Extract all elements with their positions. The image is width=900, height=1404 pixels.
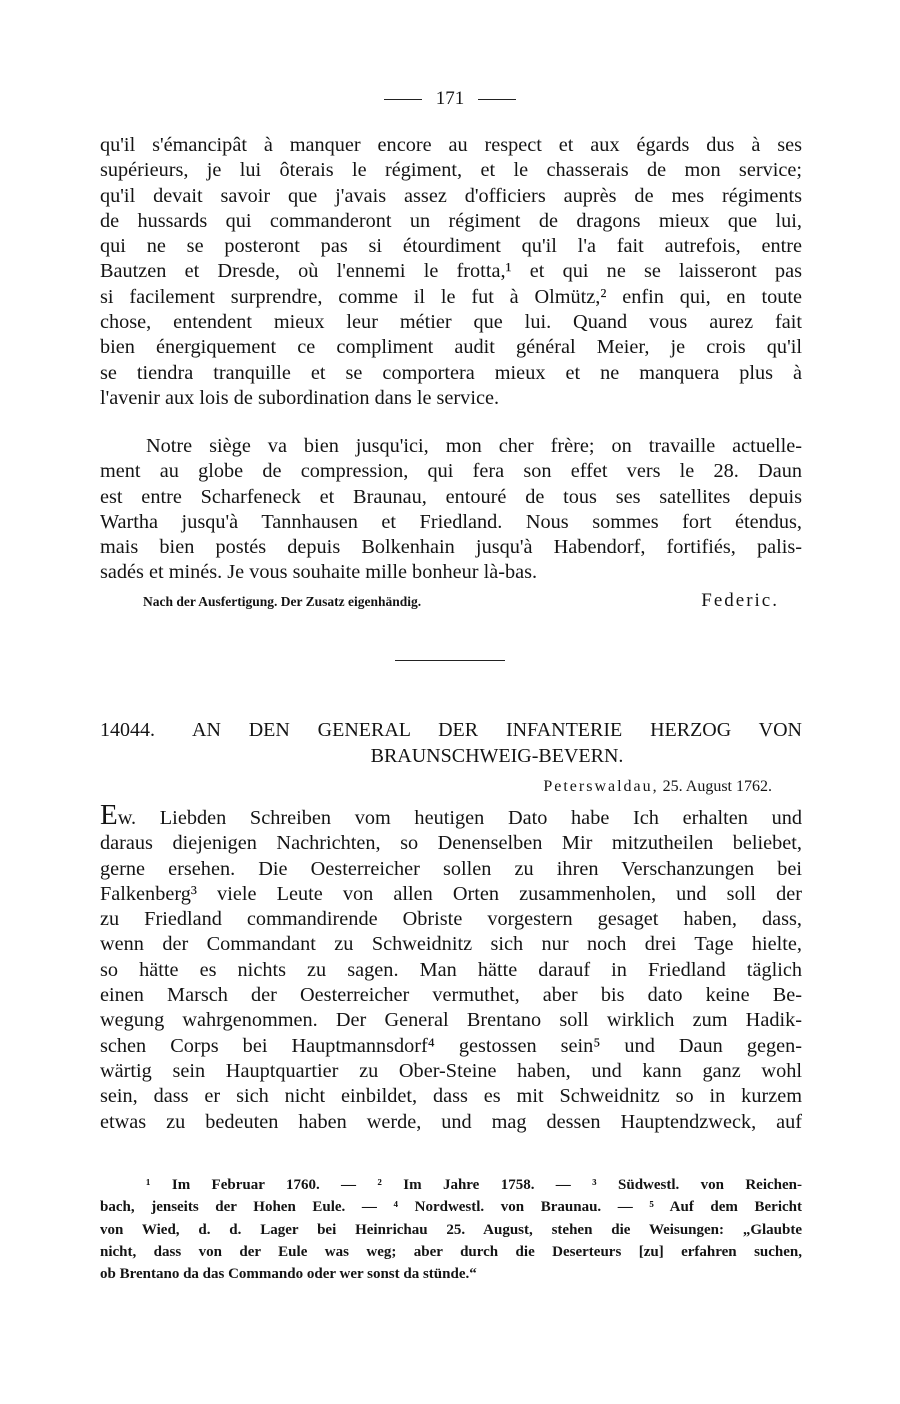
text-line: l'avenir aux lois de subordination dans le service. <box>100 386 500 409</box>
place-date <box>543 778 772 796</box>
text-line: einen Marsch der Oesterreicher vermuthet, aber bis dato keine Be- <box>100 984 802 1007</box>
footnote-line: von Wied, d. d. Lager bei Heinrichau 25. August, stehen die Weisungen: „Glaubte <box>100 1221 802 1238</box>
place: Peterswaldau, <box>543 778 659 795</box>
page-number: 171 <box>435 88 465 109</box>
footnote-line: nicht, dass von der Eule was weg; aber durch die Deserteurs [zu] erfahren suchen, <box>100 1243 802 1260</box>
footnotes <box>100 1174 802 1285</box>
text-line-rest: w. Liebden Schreiben vom heutigen Dato habe Ich erhalten und <box>117 807 802 829</box>
text-line: wärtig sein Hauptquartier zu Ober-Steine haben, und kann ganz wohl <box>100 1059 802 1082</box>
drop-cap: E <box>100 799 118 831</box>
header-rule-right <box>478 99 516 100</box>
heading-line-1: AN DEN GENERAL DER INFANTERIE HERZOG VON <box>192 719 802 741</box>
letter-paragraph-3 <box>100 799 802 1135</box>
text-line: de hussards qui commanderont un régiment de dragons mieux que lui, <box>100 209 802 232</box>
text-line: schen Corps bei Hauptmannsdorf⁴ gestossen sein⁵ und Daun gegen- <box>100 1034 802 1057</box>
text-line: chose, entendent mieux leur métier que lui. Quand vous aurez fait <box>100 311 802 334</box>
text-line: qu'il devait savoir que j'avais assez d'officiers auprès de mes régiments <box>100 184 802 207</box>
page-header <box>0 88 900 110</box>
text-line: gerne ersehen. Die Oesterreicher sollen zu ihren Verschanzungen bei <box>100 857 802 880</box>
letter-paragraph-2 <box>100 434 802 586</box>
text-line: etwas zu bedeuten haben werde, und mag dessen Hauptendzweck, auf <box>100 1110 802 1133</box>
footnote-line: ¹ Im Februar 1760. — ² Im Jahre 1758. — ³ Südwestl. von Reichen- <box>146 1177 802 1193</box>
text-line: qu'il s'émancipât à manquer encore au respect et aux égards dus à ses <box>100 134 802 156</box>
text-line: Notre siège va bien jusqu'ici, mon cher frère; on travaille actuelle- <box>146 435 802 457</box>
text-line: se tiendra tranquille et se comportera mieux et ne manquera plus à <box>100 361 802 384</box>
text-line: Falkenberg³ viele Leute von allen Orten zusammenholen, und soll der <box>100 882 802 905</box>
signature: Federic. <box>701 590 779 611</box>
text-line: wegung wahrgenommen. Der General Brentano soll wirklich zum Hadik- <box>100 1009 802 1032</box>
header-rule-left <box>384 99 422 100</box>
text-line: wenn der Commandant zu Schweidnitz sich nur noch drei Tage hielte, <box>100 933 802 956</box>
text-line: qui ne se posteront pas si étourdiment qu'il l'a fait autrefois, entre <box>100 235 802 258</box>
section-separator <box>395 660 505 661</box>
closing-row <box>143 590 779 612</box>
text-line: mais bien postés depuis Bolkenhain jusqu'à Habendorf, fortifiés, palis- <box>100 536 802 559</box>
letter-paragraph-1 <box>100 133 802 411</box>
letter-heading <box>100 717 802 769</box>
text-line: zu Friedland commandirende Obriste vorgestern gesaget haben, dass, <box>100 908 802 931</box>
text-line-first <box>100 799 802 831</box>
text-line: Wartha jusqu'à Tannhausen et Friedland. Nous sommes fort étendus, <box>100 510 802 533</box>
text-line: Bautzen et Dresde, où l'ennemi le frotta,¹ et qui ne se laisseront pas <box>100 260 802 283</box>
letter-number: 14044. <box>100 719 155 741</box>
footnote-line: ob Brentano da das Commando oder wer sonst da stünde.“ <box>100 1266 477 1283</box>
date: 25. August 1762. <box>662 778 772 795</box>
text-line: sadés et minés. Je vous souhaite mille bonheur là-bas. <box>100 561 538 584</box>
heading-line-2: BRAUNSCHWEIG-BEVERN. <box>370 745 624 767</box>
text-line: bien énergiquement ce compliment audit général Meier, je crois qu'il <box>100 336 802 359</box>
footnote-line: bach, jenseits der Hohen Eule. — ⁴ Nordwestl. von Braunau. — ⁵ Auf dem Bericht <box>100 1199 802 1216</box>
source-note: Nach der Ausfertigung. Der Zusatz eigenhändig. <box>143 594 422 609</box>
text-line: so hätte es nichts zu sagen. Man hätte darauf in Friedland täglich <box>100 958 802 981</box>
text-line: est entre Scharfeneck et Braunau, entouré de tous ses satellites depuis <box>100 485 802 508</box>
text-line: daraus diejenigen Nachrichten, so Denenselben Mir mitzutheilen beliebet, <box>100 832 802 855</box>
text-line: sein, dass er sich nicht einbildet, dass es mit Schweidnitz so in kurzem <box>100 1085 802 1108</box>
text-line: si facilement surprendre, comme il le fut à Olmütz,² enfin qui, en toute <box>100 285 802 308</box>
text-line: supérieurs, je lui ôterais le régiment, et le chasserais de mon service; <box>100 159 802 182</box>
text-line: ment au globe de compression, qui fera son effet vers le 28. Daun <box>100 460 802 483</box>
